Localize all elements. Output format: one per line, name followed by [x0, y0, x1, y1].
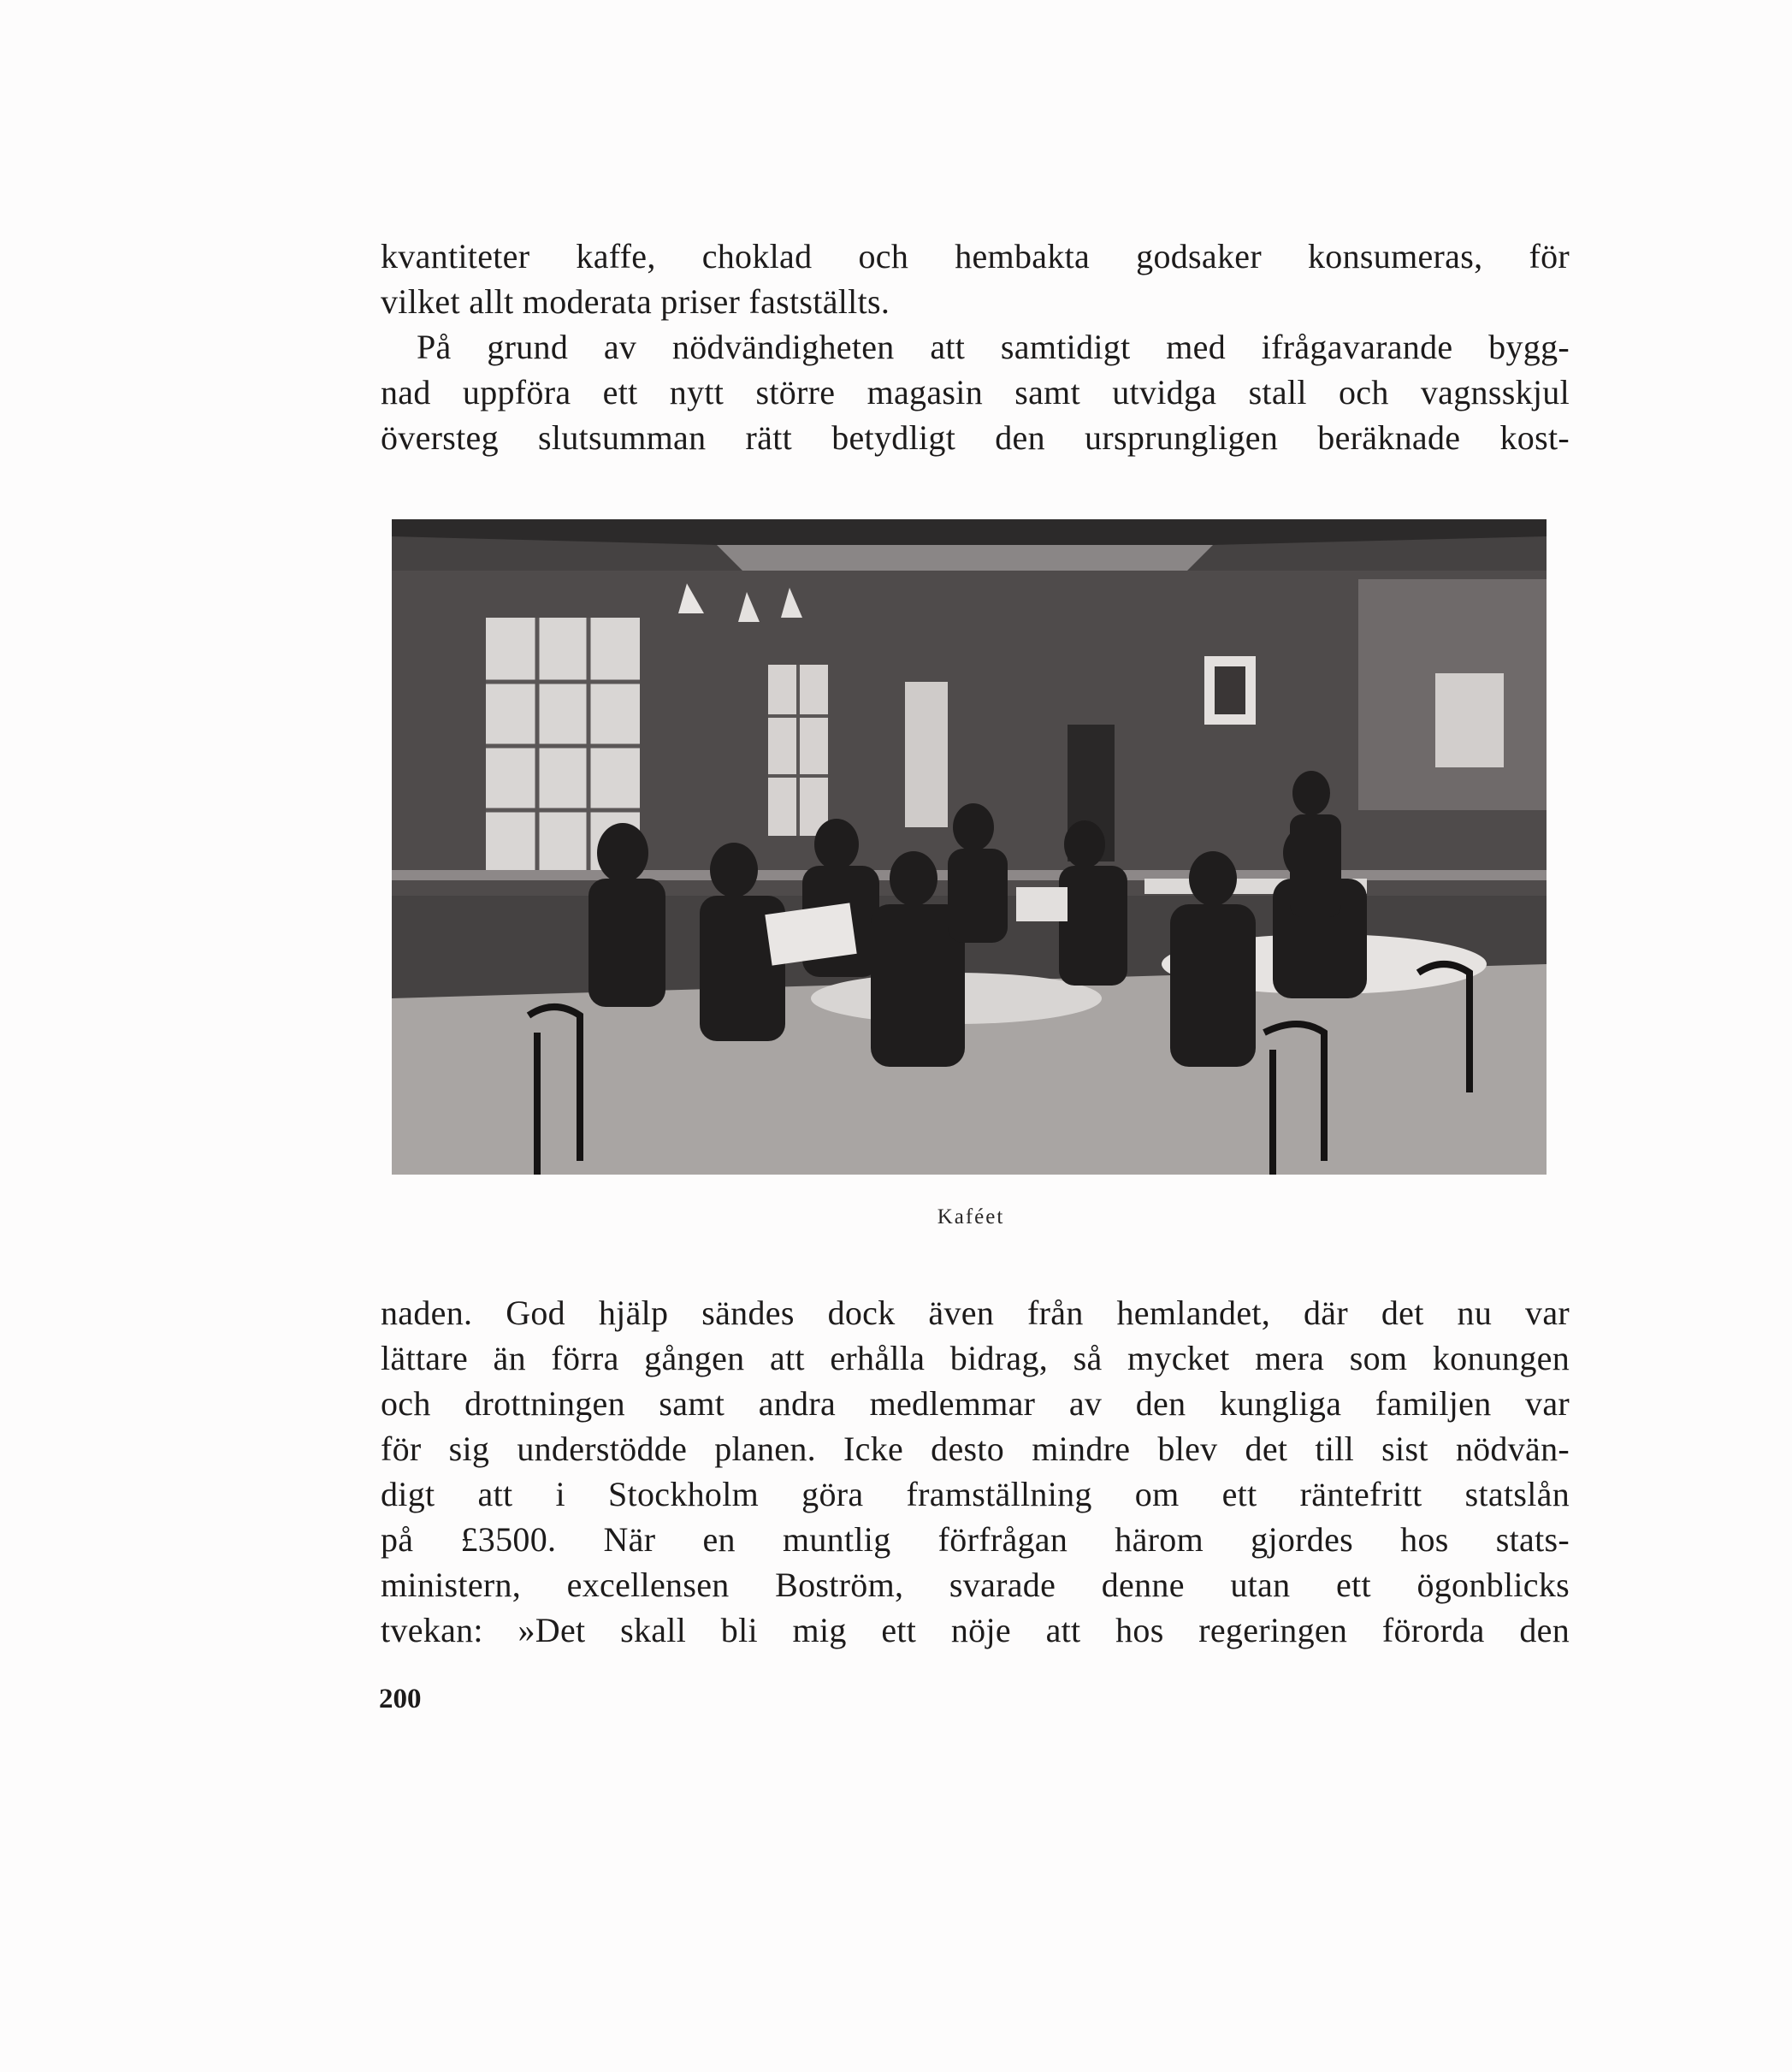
paragraph-top	[381, 234, 1570, 324]
text-line: kvantiteter kaffe, choklad och hembakta godsaker konsumeras, för	[381, 237, 1570, 275]
text-line: nad uppföra ett nytt större magasin samt utvidga stall och vagnsskjul	[381, 373, 1570, 411]
text-line: lättare än förra gången att erhålla bidrag, så mycket mera som konungen	[381, 1339, 1570, 1377]
text-line: ministern, excellensen Boström, svarade denne utan ett ögonblicks	[381, 1566, 1570, 1604]
text-line: tvekan: »Det skall bli mig ett nöje att hos regeringen förorda den	[381, 1611, 1570, 1649]
text-line: På grund av nödvändigheten att samtidigt med ifrågavarande bygg-	[417, 328, 1570, 366]
text-line: översteg slutsumman rätt betydligt den ursprungligen beräknade kost-	[381, 418, 1570, 457]
paragraph-mid	[381, 324, 1570, 460]
text-line: och drottningen samt andra medlemmar av den kungliga familjen var	[381, 1384, 1570, 1423]
text-line: digt att i Stockholm göra framställning om ett räntefritt statslån	[381, 1475, 1570, 1513]
text-line: naden. God hjälp sändes dock även från hemlandet, där det nu var	[381, 1294, 1570, 1332]
text-line: vilket allt moderata priser fastställts.	[381, 282, 890, 321]
paragraph-bottom	[381, 1290, 1570, 1653]
text-line: på £3500. När en muntlig förfrågan härom gjordes hos stats-	[381, 1520, 1570, 1559]
page-number: 200	[379, 1684, 422, 1714]
text-line: för sig understödde planen. Icke desto mindre blev det till sist nödvän-	[381, 1430, 1570, 1468]
cafe-photograph	[392, 519, 1547, 1175]
photo-caption: Kaféet	[937, 1205, 1005, 1228]
